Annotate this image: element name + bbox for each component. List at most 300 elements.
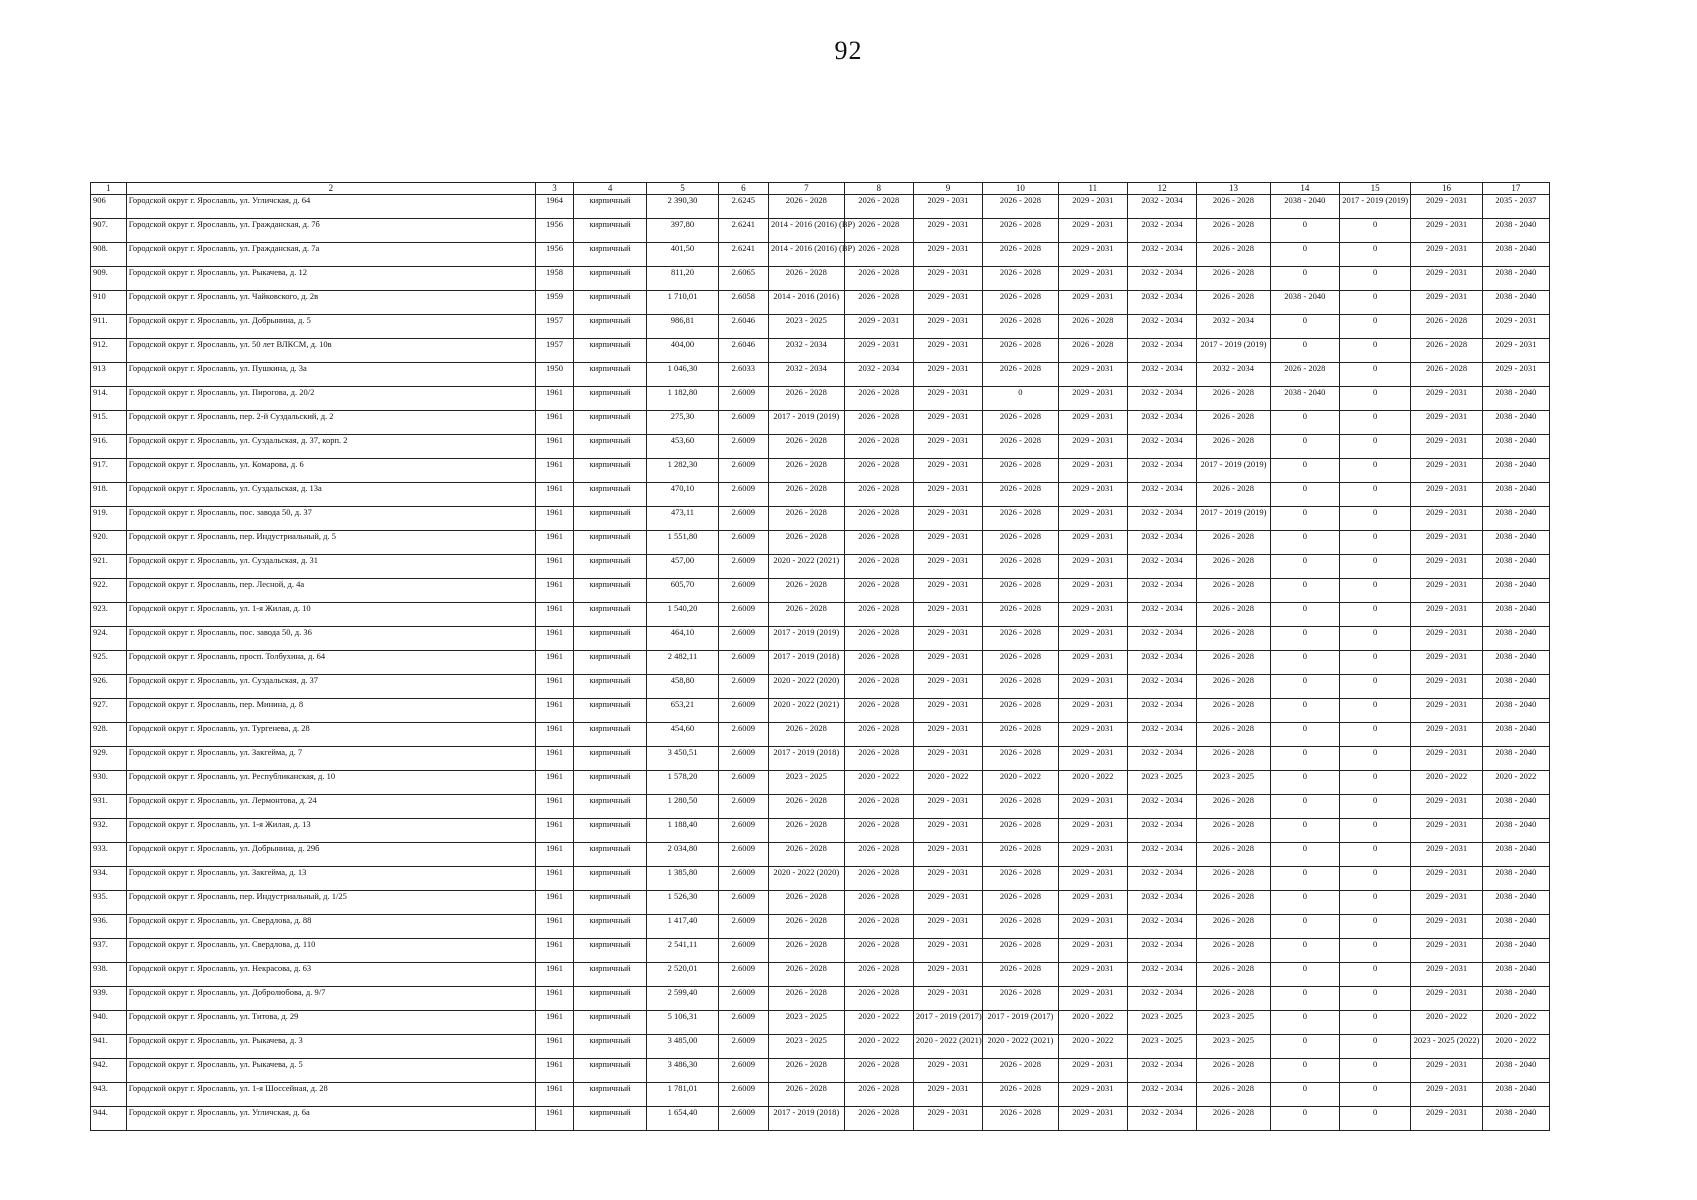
table-cell: 473,11 [647, 507, 718, 531]
table-cell: 2026 - 2028 [1197, 891, 1270, 915]
table-cell: 2029 - 2031 [844, 315, 913, 339]
table-row [91, 627, 1550, 651]
table-cell: 2029 - 2031 [1058, 843, 1127, 867]
table-cell: 2023 - 2025 [769, 315, 845, 339]
table-cell: кирпичный [573, 195, 646, 219]
table-cell: 2026 - 2028 [844, 459, 913, 483]
table-cell: 2029 - 2031 [913, 219, 982, 243]
table-cell: 2026 - 2028 [844, 1059, 913, 1083]
table-cell: 1961 [536, 747, 574, 771]
table-cell: 938. [91, 963, 127, 987]
table-cell: 2029 - 2031 [1411, 1059, 1482, 1083]
table-cell: кирпичный [573, 915, 646, 939]
table-cell: 936. [91, 915, 127, 939]
table-cell: 2029 - 2031 [913, 435, 982, 459]
table-cell: 2.6009 [718, 1107, 768, 1131]
table-cell: 2 599,40 [647, 987, 718, 1011]
table-cell: 2038 - 2040 [1482, 411, 1549, 435]
table-cell: 2026 - 2028 [844, 603, 913, 627]
table-cell: 2029 - 2031 [913, 723, 982, 747]
table-cell: 1961 [536, 675, 574, 699]
table-cell: 0 [1339, 891, 1410, 915]
table-cell: 2.6009 [718, 771, 768, 795]
table-cell: 1961 [536, 483, 574, 507]
table-cell: 2.6009 [718, 939, 768, 963]
table-cell: 2029 - 2031 [1411, 219, 1482, 243]
table-cell: 2.6009 [718, 507, 768, 531]
table-cell: 2026 - 2028 [1197, 795, 1270, 819]
table-cell: 2023 - 2025 [1127, 771, 1196, 795]
table-cell: 2029 - 2031 [1411, 819, 1482, 843]
table-cell: 0 [1270, 267, 1339, 291]
table-cell: 457,00 [647, 555, 718, 579]
table-row [91, 219, 1550, 243]
table-cell: кирпичный [573, 627, 646, 651]
table-cell: кирпичный [573, 603, 646, 627]
table-cell: 2026 - 2028 [1197, 411, 1270, 435]
table-cell: 0 [1339, 963, 1410, 987]
table-cell: 2029 - 2031 [913, 387, 982, 411]
table-cell: 3 450,51 [647, 747, 718, 771]
table-cell: 2026 - 2028 [983, 291, 1059, 315]
table-cell: 0 [1339, 531, 1410, 555]
table-row [91, 843, 1550, 867]
table-row [91, 531, 1550, 555]
table-cell: 2038 - 2040 [1482, 459, 1549, 483]
table-cell: 1961 [536, 987, 574, 1011]
table-cell: 2032 - 2034 [1127, 915, 1196, 939]
table-cell: 2029 - 2031 [1058, 555, 1127, 579]
table-body [91, 183, 1550, 1131]
table-cell: 2032 - 2034 [1127, 699, 1196, 723]
table-cell: 2026 - 2028 [1197, 627, 1270, 651]
table-cell: 1956 [536, 243, 574, 267]
table-cell: 2026 - 2028 [769, 507, 845, 531]
table-cell: 2020 - 2022 [983, 771, 1059, 795]
table-cell: 2026 - 2028 [983, 267, 1059, 291]
table-cell: 2029 - 2031 [1411, 579, 1482, 603]
table-cell: 2032 - 2034 [1127, 387, 1196, 411]
table-cell: 2020 - 2022 [913, 771, 982, 795]
table-cell: Городской округ г. Ярославль, ул. 1-я Жилая, д. 10 [126, 603, 535, 627]
table-cell: 2026 - 2028 [1197, 987, 1270, 1011]
table-cell: 0 [1270, 699, 1339, 723]
table-cell: 2026 - 2028 [983, 339, 1059, 363]
table-cell: 917. [91, 459, 127, 483]
table-cell: кирпичный [573, 435, 646, 459]
table-cell: 2026 - 2028 [983, 1083, 1059, 1107]
table-cell: 2029 - 2031 [1058, 651, 1127, 675]
table-cell: 1 551,80 [647, 531, 718, 555]
table-cell: 2026 - 2028 [983, 531, 1059, 555]
table-cell: 921. [91, 555, 127, 579]
table-cell: кирпичный [573, 1035, 646, 1059]
column-header: 14 [1270, 183, 1339, 195]
table-cell: 2029 - 2031 [913, 459, 982, 483]
table-cell: 0 [1270, 915, 1339, 939]
table-cell: 0 [1270, 435, 1339, 459]
table-row [91, 963, 1550, 987]
table-cell: 2026 - 2028 [1197, 243, 1270, 267]
table-cell: 2032 - 2034 [1127, 723, 1196, 747]
table-cell: 0 [1339, 1011, 1410, 1035]
table-cell: 2029 - 2031 [1411, 267, 1482, 291]
table-cell: 0 [1270, 675, 1339, 699]
table-cell: 2038 - 2040 [1482, 795, 1549, 819]
table-cell: 1961 [536, 819, 574, 843]
table-cell: 2026 - 2028 [1197, 267, 1270, 291]
table-cell: 2026 - 2028 [1197, 963, 1270, 987]
table-cell: 397,80 [647, 219, 718, 243]
table-cell: 653,21 [647, 699, 718, 723]
table-cell: 2038 - 2040 [1482, 675, 1549, 699]
table-cell: 0 [1339, 363, 1410, 387]
table-cell: 0 [1270, 579, 1339, 603]
table-cell: 2026 - 2028 [844, 531, 913, 555]
table-cell: 2.6009 [718, 411, 768, 435]
table-cell: 0 [1270, 1107, 1339, 1131]
table-cell: 2029 - 2031 [1482, 315, 1549, 339]
table-cell: 3 485,00 [647, 1035, 718, 1059]
table-cell: 2029 - 2031 [1058, 435, 1127, 459]
table-cell: 911. [91, 315, 127, 339]
table-cell: 2026 - 2028 [983, 243, 1059, 267]
table-cell: 2.6065 [718, 267, 768, 291]
table-cell: 2029 - 2031 [1058, 747, 1127, 771]
table-cell: Городской округ г. Ярославль, ул. Добрынина, д. 29б [126, 843, 535, 867]
table-cell: 2017 - 2019 (2019) [1197, 507, 1270, 531]
table-cell: 1 182,80 [647, 387, 718, 411]
table-row [91, 195, 1550, 219]
table-cell: 2029 - 2031 [1058, 579, 1127, 603]
table-cell: кирпичный [573, 219, 646, 243]
table-cell: 2026 - 2028 [844, 1107, 913, 1131]
table-cell: 925. [91, 651, 127, 675]
table-cell: 2026 - 2028 [769, 603, 845, 627]
column-header: 3 [536, 183, 574, 195]
table-cell: 2029 - 2031 [1411, 651, 1482, 675]
table-cell: 2038 - 2040 [1482, 843, 1549, 867]
table-cell: Городской округ г. Ярославль, пер. Индустриальный, д. 1/25 [126, 891, 535, 915]
table-cell: 2.6009 [718, 1035, 768, 1059]
table-cell: 2032 - 2034 [1127, 195, 1196, 219]
table-cell: 2017 - 2019 (2019) [1197, 459, 1270, 483]
table-cell: кирпичный [573, 1083, 646, 1107]
table-cell: 2.6009 [718, 483, 768, 507]
table-cell: 2 482,11 [647, 651, 718, 675]
table-cell: 2017 - 2019 (2017) [913, 1011, 982, 1035]
table-cell: 2026 - 2028 [983, 555, 1059, 579]
table-cell: 1961 [536, 939, 574, 963]
table-cell: 2032 - 2034 [1197, 363, 1270, 387]
table-cell: 2029 - 2031 [1411, 963, 1482, 987]
table-cell: 2023 - 2025 [769, 1011, 845, 1035]
table-cell: 0 [1339, 1059, 1410, 1083]
table-cell: 912. [91, 339, 127, 363]
table-cell: 0 [1270, 891, 1339, 915]
table-cell: 2026 - 2028 [983, 1059, 1059, 1083]
table-cell: 1961 [536, 867, 574, 891]
table-cell: 2029 - 2031 [913, 675, 982, 699]
table-cell: 2029 - 2031 [913, 483, 982, 507]
table-cell: 2026 - 2028 [983, 891, 1059, 915]
table-cell: 2029 - 2031 [1058, 675, 1127, 699]
table-cell: 2029 - 2031 [1482, 339, 1549, 363]
table-cell: 1961 [536, 699, 574, 723]
table-cell: кирпичный [573, 1059, 646, 1083]
column-header: 17 [1482, 183, 1549, 195]
table-cell: Городской округ г. Ярославль, пос. завода 50, д. 36 [126, 627, 535, 651]
table-cell: 2032 - 2034 [1127, 675, 1196, 699]
page-number: 92 [834, 36, 863, 65]
table-cell: кирпичный [573, 939, 646, 963]
table-cell: Городской округ г. Ярославль, ул. Закгейма, д. 7 [126, 747, 535, 771]
table-cell: 2026 - 2028 [1197, 555, 1270, 579]
table-cell: 0 [1270, 315, 1339, 339]
table-cell: 1 046,30 [647, 363, 718, 387]
table-cell: 1961 [536, 1011, 574, 1035]
table-cell: Городской округ г. Ярославль, ул. Закгейма, д. 13 [126, 867, 535, 891]
table-cell: 2026 - 2028 [983, 699, 1059, 723]
table-cell: 2020 - 2022 [844, 1011, 913, 1035]
table-cell: Городской округ г. Ярославль, пос. завода 50, д. 37 [126, 507, 535, 531]
table-cell: кирпичный [573, 291, 646, 315]
table-cell: 2017 - 2019 (2018) [769, 651, 845, 675]
table-cell: 2032 - 2034 [1127, 987, 1196, 1011]
table-cell: 2029 - 2031 [1058, 891, 1127, 915]
table-cell: 2026 - 2028 [983, 219, 1059, 243]
table-cell: Городской округ г. Ярославль, ул. Гражданская, д. 7а [126, 243, 535, 267]
table-cell: 2026 - 2028 [769, 819, 845, 843]
table-cell: 2029 - 2031 [913, 339, 982, 363]
table-cell: 1961 [536, 723, 574, 747]
table-cell: 2029 - 2031 [913, 1059, 982, 1083]
table-cell: Городской округ г. Ярославль, ул. 50 лет ВЛКСМ, д. 10в [126, 339, 535, 363]
table-cell: 2026 - 2028 [769, 795, 845, 819]
table-cell: 2026 - 2028 [1197, 675, 1270, 699]
table-cell: 2026 - 2028 [844, 891, 913, 915]
table-cell: 2026 - 2028 [1197, 195, 1270, 219]
table-cell: 2026 - 2028 [844, 411, 913, 435]
table-cell: 2032 - 2034 [1127, 867, 1196, 891]
table-cell: 2020 - 2022 [1482, 771, 1549, 795]
table-cell: Городской округ г. Ярославль, ул. Суздальская, д. 37, корп. 2 [126, 435, 535, 459]
table-cell: 2032 - 2034 [1127, 363, 1196, 387]
table-cell: 0 [1339, 747, 1410, 771]
table-cell: 2026 - 2028 [844, 483, 913, 507]
table-cell: 2026 - 2028 [1411, 315, 1482, 339]
table-cell: 1961 [536, 555, 574, 579]
table-cell: 2038 - 2040 [1482, 483, 1549, 507]
table-row [91, 387, 1550, 411]
table-cell: 2.6009 [718, 891, 768, 915]
table-cell: 2029 - 2031 [1058, 363, 1127, 387]
table-cell: 0 [1339, 1035, 1410, 1059]
table-cell: 2029 - 2031 [1411, 843, 1482, 867]
table-row [91, 315, 1550, 339]
table-cell: 1950 [536, 363, 574, 387]
table-cell: 2038 - 2040 [1482, 963, 1549, 987]
table-cell: 2029 - 2031 [1411, 675, 1482, 699]
table-cell: 2026 - 2028 [844, 915, 913, 939]
table-cell: кирпичный [573, 699, 646, 723]
table-cell: 2029 - 2031 [1411, 195, 1482, 219]
table-cell: 0 [1339, 411, 1410, 435]
table-cell: 2032 - 2034 [1127, 315, 1196, 339]
table-cell: 2026 - 2028 [769, 939, 845, 963]
table-cell: 2026 - 2028 [844, 819, 913, 843]
table-cell: 915. [91, 411, 127, 435]
table-cell: 2026 - 2028 [844, 843, 913, 867]
table-row [91, 363, 1550, 387]
table-cell: 1 578,20 [647, 771, 718, 795]
table-cell: 2014 - 2016 (2016) (ВР) [769, 219, 845, 243]
table-cell: 2026 - 2028 [1197, 723, 1270, 747]
table-cell: кирпичный [573, 795, 646, 819]
table-cell: 2026 - 2028 [844, 507, 913, 531]
table-cell: 1957 [536, 339, 574, 363]
table-cell: 2029 - 2031 [913, 843, 982, 867]
table-cell: 2026 - 2028 [769, 459, 845, 483]
table-cell: 3 486,30 [647, 1059, 718, 1083]
table-cell: 2026 - 2028 [844, 651, 913, 675]
table-cell: 0 [1270, 939, 1339, 963]
table-cell: 1 417,40 [647, 915, 718, 939]
table-cell: 2038 - 2040 [1482, 387, 1549, 411]
table-cell: 0 [1339, 723, 1410, 747]
table-cell: 2029 - 2031 [1411, 483, 1482, 507]
table-cell: 2026 - 2028 [844, 291, 913, 315]
table-row [91, 795, 1550, 819]
table-cell: 913 [91, 363, 127, 387]
table-cell: 2026 - 2028 [983, 435, 1059, 459]
table-cell: 2 390,30 [647, 195, 718, 219]
table-cell: 2029 - 2031 [913, 531, 982, 555]
table-cell: кирпичный [573, 459, 646, 483]
table-cell: 2026 - 2028 [983, 963, 1059, 987]
table-cell: 1961 [536, 963, 574, 987]
table-cell: 2026 - 2028 [844, 627, 913, 651]
table-cell: 2023 - 2025 (2022) [1411, 1035, 1482, 1059]
table-cell: 2038 - 2040 [1482, 627, 1549, 651]
table-cell: Городской округ г. Ярославль, ул. Суздальская, д. 31 [126, 555, 535, 579]
table-cell: 2.6241 [718, 243, 768, 267]
table-cell: 2020 - 2022 (2021) [983, 1035, 1059, 1059]
table-cell: Городской округ г. Ярославль, пер. Минина, д. 8 [126, 699, 535, 723]
table-cell: 2029 - 2031 [1058, 963, 1127, 987]
table-cell: 2026 - 2028 [983, 627, 1059, 651]
table-cell: 2029 - 2031 [1058, 483, 1127, 507]
table-cell: 2038 - 2040 [1482, 939, 1549, 963]
table-cell: 2032 - 2034 [1127, 267, 1196, 291]
table-cell: 0 [1339, 795, 1410, 819]
table-cell: 2032 - 2034 [1127, 435, 1196, 459]
table-cell: 1961 [536, 1059, 574, 1083]
table-cell: Городской округ г. Ярославль, ул. Гражданская, д. 7б [126, 219, 535, 243]
table-cell: 2038 - 2040 [1482, 747, 1549, 771]
table-cell: 0 [1270, 603, 1339, 627]
table-cell: кирпичный [573, 819, 646, 843]
table-cell: 0 [1339, 483, 1410, 507]
table-cell: 2.6009 [718, 795, 768, 819]
table-cell: 2026 - 2028 [1197, 747, 1270, 771]
table-cell: 2029 - 2031 [1058, 723, 1127, 747]
table-cell: 2032 - 2034 [1127, 219, 1196, 243]
table-cell: 2023 - 2025 [769, 771, 845, 795]
table-cell: 0 [1270, 819, 1339, 843]
table-cell: 2032 - 2034 [1127, 891, 1196, 915]
table-cell: 0 [1270, 723, 1339, 747]
table-cell: 2038 - 2040 [1482, 435, 1549, 459]
table-cell: 2029 - 2031 [913, 363, 982, 387]
table-cell: 2032 - 2034 [1127, 555, 1196, 579]
table-cell: 2029 - 2031 [913, 651, 982, 675]
table-cell: 2029 - 2031 [1058, 699, 1127, 723]
table-cell: 2032 - 2034 [1197, 315, 1270, 339]
table-cell: 2032 - 2034 [1127, 963, 1196, 987]
table-cell: 0 [1339, 939, 1410, 963]
table-cell: 2029 - 2031 [1411, 795, 1482, 819]
table-cell: 2026 - 2028 [983, 747, 1059, 771]
table-cell: 0 [1339, 651, 1410, 675]
table-cell: 2.6046 [718, 315, 768, 339]
table-cell: 2020 - 2022 [1058, 1011, 1127, 1035]
table-cell: 2026 - 2028 [844, 387, 913, 411]
table-cell: 2026 - 2028 [1197, 579, 1270, 603]
table-cell: 2023 - 2025 [1127, 1035, 1196, 1059]
table-cell: Городской округ г. Ярославль, ул. Рыкачева, д. 12 [126, 267, 535, 291]
table-cell: 2029 - 2031 [1058, 819, 1127, 843]
table-row [91, 243, 1550, 267]
table-cell: 0 [1270, 651, 1339, 675]
table-cell: 1959 [536, 291, 574, 315]
table-cell: 2.6245 [718, 195, 768, 219]
table-cell: 2029 - 2031 [1482, 363, 1549, 387]
table-row [91, 1059, 1550, 1083]
table-cell: 2029 - 2031 [1411, 987, 1482, 1011]
table-cell: 2029 - 2031 [1058, 627, 1127, 651]
table-cell: 1 385,80 [647, 867, 718, 891]
table-cell: 1 540,20 [647, 603, 718, 627]
table-cell: 2020 - 2022 (2021) [769, 699, 845, 723]
table-cell: 2.6009 [718, 1059, 768, 1083]
table-cell: 0 [1339, 867, 1410, 891]
table-cell: 2026 - 2028 [769, 267, 845, 291]
table-cell: 2029 - 2031 [1058, 867, 1127, 891]
table-cell: 2029 - 2031 [913, 867, 982, 891]
table-cell: кирпичный [573, 675, 646, 699]
table-cell: 1961 [536, 459, 574, 483]
table-cell: 0 [1339, 675, 1410, 699]
table-cell: 1961 [536, 411, 574, 435]
table-cell: 2026 - 2028 [983, 363, 1059, 387]
table-cell: 1961 [536, 627, 574, 651]
table-cell: 2038 - 2040 [1482, 531, 1549, 555]
table-cell: 906 [91, 195, 127, 219]
table-cell: 1961 [536, 603, 574, 627]
table-cell: 453,60 [647, 435, 718, 459]
table-cell: Городской округ г. Ярославль, ул. Суздальская, д. 13а [126, 483, 535, 507]
table-row [91, 411, 1550, 435]
table-cell: 2032 - 2034 [1127, 1083, 1196, 1107]
table-cell: 2038 - 2040 [1482, 723, 1549, 747]
table-cell: 2038 - 2040 [1482, 579, 1549, 603]
table-cell: Городской округ г. Ярославль, ул. Рыкачева, д. 5 [126, 1059, 535, 1083]
table-row [91, 507, 1550, 531]
table-cell: 275,30 [647, 411, 718, 435]
table-cell: 2.6009 [718, 723, 768, 747]
table-cell: 2026 - 2028 [983, 1107, 1059, 1131]
